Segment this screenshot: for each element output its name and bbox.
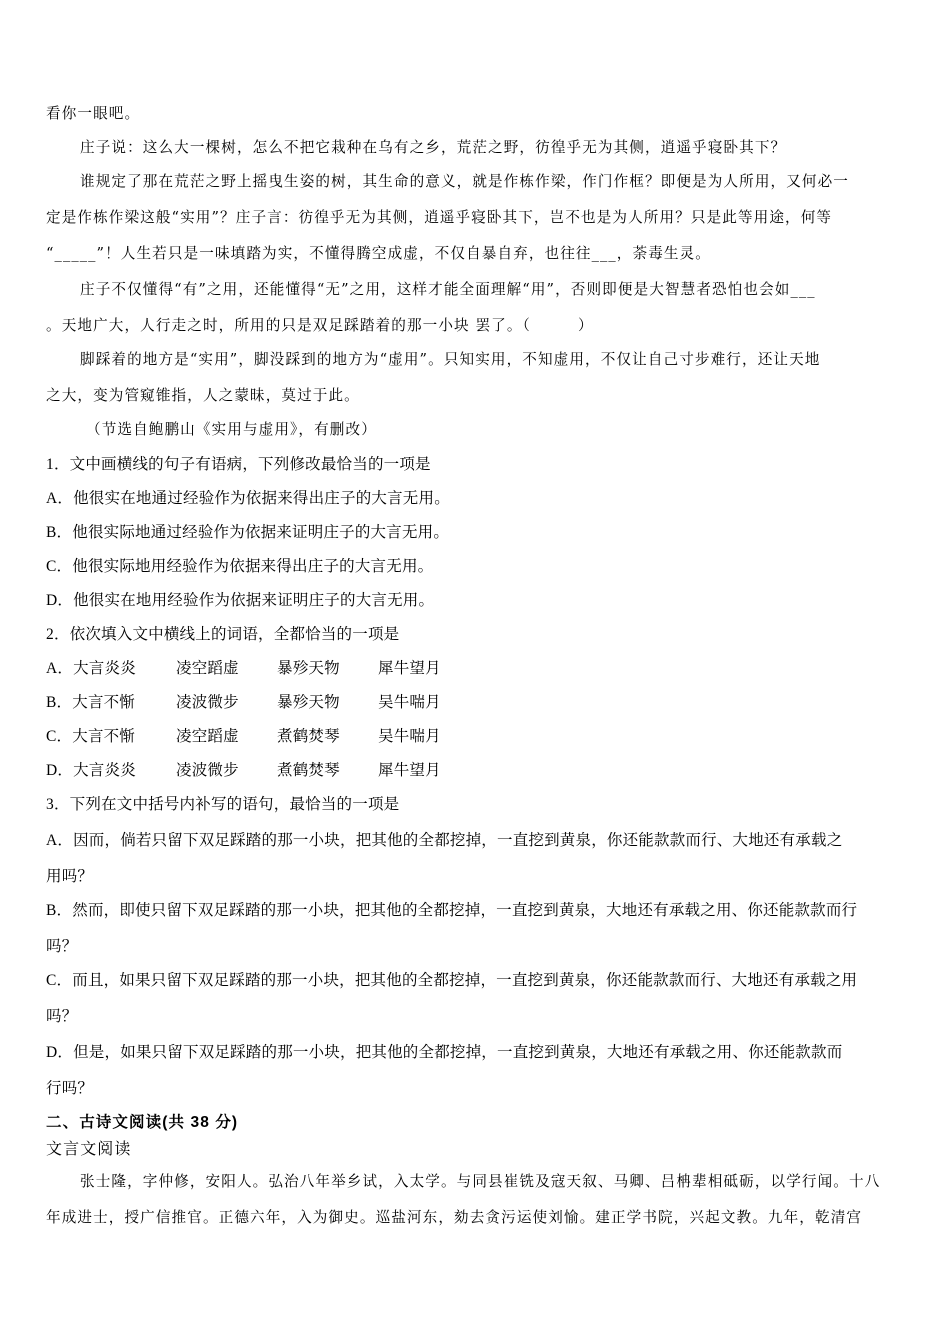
option-term: 煮鹤焚琴: [277, 728, 340, 745]
passage-line: 庄子说：这么大一棵树，怎么不把它栽种在乌有之乡，荒茫之野，彷徨乎无为其侧，逍遥乎寝卧其下？: [80, 139, 787, 156]
question-3-option-a: A．因而，倘若只留下双足踩踏的那一小块，把其他的全都挖掉，一直挖到黄泉，你还能款款而行、大地还有承载之: [46, 832, 843, 849]
option-term: 暴殄天物: [277, 694, 340, 711]
option-term: 凌波微步: [176, 762, 239, 779]
question-1-option-a: A．他很实在地通过经验作为依据来得出庄子的大言无用。: [46, 490, 450, 507]
option-term: 煮鹤焚琴: [277, 762, 340, 779]
option-term: 凌空蹈虚: [176, 660, 239, 677]
passage-line: 庄子不仅懂得“有”之用，还能懂得“无”之用，这样才能全面理解“用”，否则即便是大智慧者恐怕也会如___: [80, 281, 816, 298]
passage-line: 看你一眼吧。: [46, 105, 141, 122]
question-3-option-a-cont: 用吗？: [46, 868, 94, 885]
question-3-option-b: B．然而，即使只留下双足踩踏的那一小块，把其他的全都挖掉，一直挖到黄泉，大地还有承载之用、你还能款款而行: [46, 902, 858, 919]
option-term: 吴牛喘月: [378, 728, 441, 745]
classical-text-line: 张士隆，字仲修，安阳人。弘治八年举乡试，入太学。与同县崔铣及寇天叙、马卿、吕柟辈相砥砺，以学行闻。十八: [80, 1173, 881, 1190]
question-3-stem: 3．下列在文中括号内补写的语句，最恰当的一项是: [46, 796, 400, 813]
question-1-option-b: B．他很实际地通过经验作为依据来证明庄子的大言无用。: [46, 524, 450, 541]
option-term: 犀牛望月: [378, 660, 441, 677]
option-term: B．大言不惭: [46, 694, 136, 711]
question-3-option-b-cont: 吗？: [46, 938, 78, 955]
question-2-option-c: [46, 724, 441, 746]
option-term: 吴牛喘月: [378, 694, 441, 711]
passage-line: 脚踩着的地方是“实用”，脚没踩到的地方为“虚用”。只知实用，不知虚用，不仅让自己寸步难行，还让天地: [80, 351, 821, 368]
passage-source: （节选自鲍鹏山《实用与虚用》，有删改）: [86, 421, 377, 438]
passage-line: 定是作栋作梁这般“实用”？庄子言：彷徨乎无为其侧，逍遥乎寝卧其下，岂不也是为人所用？只是此等用途，何等: [46, 209, 833, 226]
passage-line: 。天地广大，人行走之时，所用的只是双足踩踏着的那一小块 罢了。（ ）: [46, 317, 594, 334]
option-term: A．大言炎炎: [46, 660, 136, 677]
question-1-option-c: C．他很实际地用经验作为依据来得出庄子的大言无用。: [46, 558, 434, 575]
question-1-stem: 1．文中画横线的句子有语病，下列修改最恰当的一项是: [46, 456, 431, 473]
question-2-option-a: [46, 656, 441, 678]
passage-line: “_____”！人生若只是一味填踏为实，不懂得腾空成虚，不仅自暴自弃，也往往___，荼毒生灵。: [46, 245, 711, 262]
question-2-option-b: [46, 690, 441, 712]
option-term: 犀牛望月: [378, 762, 441, 779]
question-3-option-d: D．但是，如果只留下双足踩踏的那一小块，把其他的全都挖掉，一直挖到黄泉，大地还有承载之用、你还能款款而: [46, 1044, 843, 1061]
passage-line: 谁规定了那在荒茫之野上摇曳生姿的树，其生命的意义，就是作栋作梁，作门作框？即便是为人所用，又何必一: [80, 173, 849, 190]
option-term: C．大言不惭: [46, 728, 136, 745]
option-term: 暴殄天物: [277, 660, 340, 677]
section-heading: 二、古诗文阅读(共 38 分): [46, 1114, 239, 1131]
question-3-option-c: C．而且，如果只留下双足踩踏的那一小块，把其他的全都挖掉，一直挖到黄泉，你还能款款而行、大地还有承载之用: [46, 972, 858, 989]
question-1-option-d: D．他很实在地用经验作为依据来证明庄子的大言无用。: [46, 592, 435, 609]
question-3-option-c-cont: 吗？: [46, 1008, 78, 1025]
classical-text-line: 年成进士，授广信推官。正德六年，入为御史。巡盐河东，劾去贪污运使刘愉。建正学书院，兴起文教。九年，乾清宫: [46, 1209, 863, 1226]
question-2-stem: 2．依次填入文中横线上的词语，全都恰当的一项是: [46, 626, 400, 643]
option-term: 凌波微步: [176, 694, 239, 711]
question-2-option-d: [46, 758, 441, 780]
passage-line: 之大，变为管窥锥指，人之蒙昧，莫过于此。: [46, 387, 360, 404]
option-term: D．大言炎炎: [46, 762, 136, 779]
section-subheading: 文言文阅读: [46, 1141, 132, 1158]
question-3-option-d-cont: 行吗？: [46, 1080, 94, 1097]
option-term: 凌空蹈虚: [176, 728, 239, 745]
